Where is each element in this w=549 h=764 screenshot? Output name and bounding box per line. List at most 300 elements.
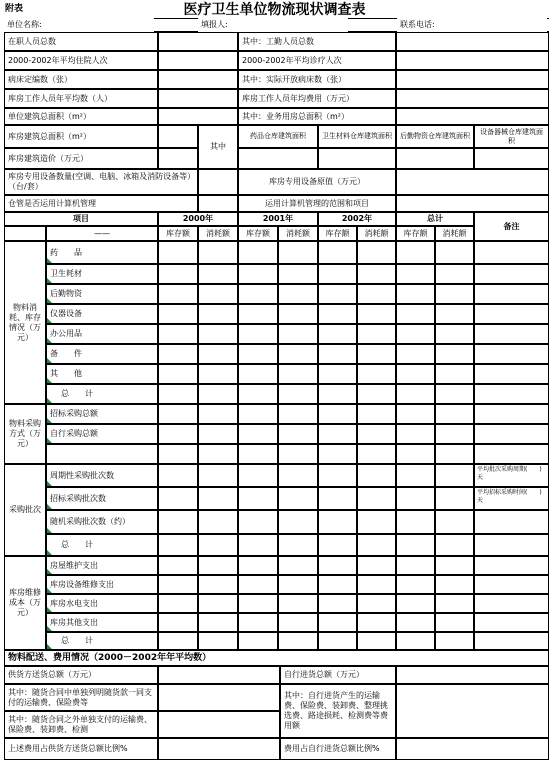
value-cell[interactable] [158,364,198,384]
wh-staff-avg-label: 库房工作人员年平均数（人） [4,89,158,108]
wh-logistics-label: 后勤物资仓库建筑面积 [396,125,474,148]
value-cell[interactable] [318,464,357,487]
value-cell[interactable] [278,613,318,632]
bld-area-label: 单位建筑总面积（m²） [4,108,158,125]
wh-drug-value[interactable] [238,148,318,169]
value-cell[interactable] [357,534,396,556]
note-cell[interactable]: 平均批次采购周期( ) 天 [474,464,549,487]
note-cell[interactable] [474,613,549,632]
value-cell[interactable] [198,384,238,404]
cell-marker [47,278,52,283]
staff-total-label: 在职人员总数 [4,32,158,51]
value-cell[interactable] [158,344,198,364]
self-ratio-label: 费用占自行进货总额比例% [280,738,396,760]
col-2000-header: 2000年 [158,212,238,226]
col-2002-header: 2002年 [318,212,396,226]
filler-label: 填报人: [198,18,348,32]
consumption-group-label: 物料消耗、库存情况（万元） [4,241,46,404]
table-corner [4,226,46,241]
value-cell[interactable] [318,364,357,384]
value-cell[interactable] [318,284,357,304]
value-cell[interactable] [435,632,474,650]
value-cell[interactable] [238,594,278,613]
value-cell[interactable] [198,404,238,424]
col-item-header: 项目 [4,212,158,226]
value-cell[interactable] [357,404,396,424]
cell-marker [47,398,52,403]
note-cell[interactable] [474,510,549,534]
value-cell[interactable] [278,304,318,324]
value-cell[interactable] [357,594,396,613]
value-cell[interactable] [357,284,396,304]
value-cell[interactable] [318,264,357,284]
value-cell[interactable] [318,613,357,632]
phone-label: 联系电话: [397,18,547,32]
value-cell[interactable] [435,534,474,556]
beds-open-value[interactable] [396,70,549,89]
value-cell[interactable] [318,487,357,510]
cell-marker [47,626,52,631]
value-cell[interactable] [158,613,198,632]
wh-devices-value-input[interactable] [396,169,549,195]
supply-outside-value[interactable] [158,711,280,738]
value-cell[interactable] [198,510,238,534]
wh-devices-label: 库房专用设备数量(空调、电脑、冰箱及消防设备等）（台/套） [4,169,198,195]
wh-material-label: 卫生材料仓库建筑面积 [318,125,396,148]
value-cell[interactable] [158,556,198,575]
value-cell[interactable] [278,464,318,487]
value-cell[interactable] [278,556,318,575]
value-cell[interactable] [238,487,278,510]
item-label: 周期性采购批次数 [46,464,158,487]
note-cell[interactable] [474,404,549,424]
cell-marker [47,588,52,593]
wh-equipment-value[interactable] [474,148,549,169]
value-cell[interactable] [318,424,357,444]
item-label: 库房设备维修支出 [46,575,158,594]
note-cell[interactable]: 平均招标采购时间( ) 天 [474,487,549,510]
value-cell[interactable] [357,510,396,534]
value-cell[interactable] [158,510,198,534]
value-cell[interactable] [278,241,318,264]
value-cell[interactable] [357,464,396,487]
self-ratio-value[interactable] [396,738,549,760]
value-cell[interactable] [396,324,435,344]
purchase-batch-group-label: 采购批次 [4,464,46,556]
value-cell[interactable] [396,304,435,324]
value-cell[interactable] [435,304,474,324]
sub-header-stock: 库存额 [158,226,198,241]
value-cell[interactable] [396,364,435,384]
wh-cost-value[interactable] [158,148,198,169]
value-cell[interactable] [435,264,474,284]
value-cell[interactable] [435,613,474,632]
value-cell[interactable] [357,324,396,344]
value-cell[interactable] [198,632,238,650]
value-cell[interactable] [396,594,435,613]
col-2001-header: 2001年 [238,212,318,226]
value-cell[interactable] [238,575,278,594]
note-cell[interactable] [474,444,549,464]
value-cell[interactable] [198,344,238,364]
value-cell[interactable] [357,556,396,575]
value-cell[interactable] [278,324,318,344]
value-cell[interactable] [396,556,435,575]
value-cell[interactable] [158,384,198,404]
wh-staff-avg-value[interactable] [158,89,238,108]
value-cell[interactable] [435,575,474,594]
wh-drug-label: 药品仓库建筑面积 [238,125,318,148]
bld-business-value[interactable] [396,108,549,125]
value-cell[interactable] [357,304,396,324]
beds-fixed-value[interactable] [158,70,238,89]
item-label: 招标采购批次数 [46,487,158,510]
sub-header-consume: 消耗额 [435,226,474,241]
wh-cost-label: 库房建筑造价（万元） [4,148,158,169]
item-label [46,444,158,464]
value-cell[interactable] [158,594,198,613]
wh-logistics-value[interactable] [396,148,474,169]
supply-total-value[interactable] [158,666,280,684]
value-cell[interactable] [278,424,318,444]
item-label: 备 件 [46,344,158,364]
wh-equipment-label: 设备器械仓库建筑面积 [474,125,549,148]
value-cell[interactable] [357,424,396,444]
wh-area-value[interactable] [158,125,198,148]
value-cell[interactable] [396,613,435,632]
value-cell[interactable] [396,464,435,487]
value-cell[interactable] [435,556,474,575]
wh-devices-value[interactable] [198,169,238,195]
supply-incl-label: 其中：随货合同中单独列明随货款一同支付的运输费、保险费等 [4,684,158,711]
supply-outside-label: 其中：随货合同之外单独支付的运输费、保险费、装卸费、检测 [4,711,158,738]
bld-business-label: 其中：业务用房总面积（m²） [238,108,396,125]
self-incl-value[interactable] [396,684,549,738]
note-cell[interactable] [474,534,549,556]
value-cell[interactable] [278,364,318,384]
value-cell[interactable] [357,632,396,650]
value-cell[interactable] [278,575,318,594]
value-cell[interactable] [158,241,198,264]
wh-computer-label: 仓管是否运用计算机管理 [4,195,198,212]
value-cell[interactable] [278,534,318,556]
value-cell[interactable] [278,404,318,424]
note-cell[interactable] [474,284,549,304]
cell-marker [47,481,52,486]
value-cell[interactable] [238,534,278,556]
value-cell[interactable] [435,444,474,464]
subtotal-label: 总 计 [46,534,158,556]
value-cell[interactable] [238,364,278,384]
item-label: 卫生耗材 [46,264,158,284]
value-cell[interactable] [158,575,198,594]
item-label: 后勤物资 [46,284,158,304]
cell-marker [47,378,52,383]
supply-incl-value[interactable] [158,684,280,711]
value-cell[interactable] [238,284,278,304]
value-cell[interactable] [238,510,278,534]
sub-header-consume: 消耗额 [357,226,396,241]
of-which-label: 其中 [198,125,238,169]
value-cell[interactable] [318,384,357,404]
value-cell[interactable] [278,264,318,284]
value-cell[interactable] [198,556,238,575]
value-cell[interactable] [435,241,474,264]
value-cell[interactable] [435,487,474,510]
subtotal-label: 总 计 [46,384,158,404]
purchase-mode-group-label: 物料采购方式（万元） [4,404,46,464]
value-cell[interactable] [158,444,198,464]
value-cell[interactable] [198,464,238,487]
value-cell[interactable] [396,632,435,650]
item-label: 药 品 [46,241,158,264]
value-cell[interactable] [396,510,435,534]
value-cell[interactable] [278,510,318,534]
item-label: 库房水电支出 [46,594,158,613]
sub-header-consume: 消耗额 [278,226,318,241]
appendix-tag: 附表 [2,2,42,18]
inpatients-label: 2000-2002年平均住院人次 [4,51,158,70]
value-cell[interactable] [158,324,198,344]
value-cell[interactable] [278,594,318,613]
sub-header-stock: 库存额 [238,226,278,241]
value-cell[interactable] [435,324,474,344]
item-label: 其 他 [46,364,158,384]
value-cell[interactable] [435,594,474,613]
value-cell[interactable] [158,632,198,650]
value-cell[interactable] [435,364,474,384]
item-label: 招标采购总额 [46,404,158,424]
value-cell[interactable] [357,575,396,594]
note-cell[interactable] [474,344,549,364]
value-cell[interactable] [238,424,278,444]
value-cell[interactable] [435,424,474,444]
note-cell[interactable] [474,264,549,284]
value-cell[interactable] [278,284,318,304]
value-cell[interactable] [198,364,238,384]
value-cell[interactable] [435,284,474,304]
cell-marker [47,644,52,649]
value-cell[interactable] [238,444,278,464]
inpatients-value[interactable] [158,51,238,70]
note-cell[interactable] [474,364,549,384]
note-cell[interactable] [474,241,549,264]
value-cell[interactable] [396,264,435,284]
value-cell[interactable] [318,556,357,575]
value-cell[interactable] [198,324,238,344]
value-cell[interactable] [198,575,238,594]
wh-computer-value[interactable] [198,195,238,212]
wh-devices-value-label: 库房专用设备原值（万元） [238,169,396,195]
note-cell[interactable] [474,594,549,613]
staff-worker-label: 其中：工勤人员总数 [238,32,396,51]
value-cell[interactable] [198,487,238,510]
self-incl-label: 其中：自行进货产生的运输费、保险费、装卸费、整理挑选费、路途损耗、检测费等费用额 [280,684,396,738]
value-cell[interactable] [435,404,474,424]
value-cell[interactable] [396,575,435,594]
value-cell[interactable] [198,444,238,464]
value-cell[interactable] [238,464,278,487]
value-cell[interactable] [198,304,238,324]
note-cell[interactable] [474,556,549,575]
note-cell[interactable] [474,384,549,404]
value-cell[interactable] [158,304,198,324]
cell-marker [47,318,52,323]
value-cell[interactable] [158,487,198,510]
value-cell[interactable] [396,384,435,404]
item-label: 办公用品 [46,324,158,344]
value-cell[interactable] [158,464,198,487]
value-cell[interactable] [318,444,357,464]
cell-marker [47,418,52,423]
value-cell[interactable] [396,284,435,304]
page-title: 医疗卫生单位物流现状调查表 [183,2,366,18]
value-cell[interactable] [198,594,238,613]
value-cell[interactable] [278,487,318,510]
note-cell[interactable] [474,324,549,344]
unit-name-label: 单位名称: [4,18,154,32]
item-label: 自行采购总额 [46,424,158,444]
wh-cost-avg-value[interactable] [396,89,549,108]
value-cell[interactable] [318,575,357,594]
value-cell[interactable] [238,384,278,404]
outpatients-label: 2000-2002年平均诊疗人次 [238,51,396,70]
value-cell[interactable] [396,444,435,464]
value-cell[interactable] [396,404,435,424]
value-cell[interactable] [396,424,435,444]
value-cell[interactable] [357,344,396,364]
note-cell[interactable] [474,632,549,650]
value-cell[interactable] [318,632,357,650]
self-total-label: 自行进货总额（万元） [280,666,396,684]
value-cell[interactable] [278,632,318,650]
value-cell[interactable] [357,264,396,284]
item-label: 仪器设备 [46,304,158,324]
item-label: 库房其他支出 [46,613,158,632]
cell-marker [47,258,52,263]
value-cell[interactable] [198,241,238,264]
sub-header-stock: 库存额 [318,226,357,241]
item-label: 房屋维护支出 [46,556,158,575]
value-cell[interactable] [435,344,474,364]
value-cell[interactable] [396,534,435,556]
value-cell[interactable] [238,404,278,424]
note-cell[interactable] [474,304,549,324]
wh-cost-avg-label: 库房工作人员年均费用（万元） [238,89,396,108]
cell-marker [47,569,52,574]
outpatients-value[interactable] [396,51,549,70]
wh-area-label: 库房建筑总面积（m²） [4,125,158,148]
dash-cell: —— [46,226,158,241]
supply-ratio-value[interactable] [158,738,280,760]
value-cell[interactable] [278,344,318,364]
value-cell[interactable] [198,534,238,556]
value-cell[interactable] [318,241,357,264]
value-cell[interactable] [357,241,396,264]
value-cell[interactable] [396,487,435,510]
distribution-title: 物料配送、费用情况（2000－2002年年平均数） [4,650,549,666]
cell-marker [47,338,52,343]
note-cell[interactable] [474,575,549,594]
value-cell[interactable] [318,594,357,613]
value-cell[interactable] [318,304,357,324]
maintenance-group-label: 库房维修成本（万元） [4,556,46,650]
supply-total-label: 供货方送货总额（万元） [4,666,158,684]
self-total-value[interactable] [396,666,549,684]
value-cell[interactable] [158,424,198,444]
value-cell[interactable] [238,264,278,284]
bld-area-value[interactable] [158,108,238,125]
value-cell[interactable] [198,424,238,444]
value-cell[interactable] [238,241,278,264]
value-cell[interactable] [238,344,278,364]
value-cell[interactable] [278,384,318,404]
value-cell[interactable] [198,613,238,632]
staff-total-value[interactable] [158,32,238,51]
value-cell[interactable] [318,510,357,534]
value-cell[interactable] [396,241,435,264]
value-cell[interactable] [435,510,474,534]
value-cell[interactable] [278,444,318,464]
item-label: 随机采购批次数（约） [46,510,158,534]
value-cell[interactable] [357,384,396,404]
sub-header-stock: 库存额 [396,226,435,241]
value-cell[interactable] [158,264,198,284]
value-cell[interactable] [198,284,238,304]
cell-marker [47,550,52,555]
cell-marker [47,298,52,303]
value-cell[interactable] [238,613,278,632]
value-cell[interactable] [357,613,396,632]
col-total-header: 总计 [396,212,474,226]
cell-marker [47,504,52,509]
staff-worker-value[interactable] [396,32,549,51]
value-cell[interactable] [357,487,396,510]
wh-computer-scope-label: 运用计算机管理的范围和项目 [238,195,396,212]
note-cell[interactable] [474,424,549,444]
value-cell[interactable] [318,344,357,364]
value-cell[interactable] [198,264,238,284]
value-cell[interactable] [318,404,357,424]
cell-marker [47,607,52,612]
value-cell[interactable] [238,304,278,324]
subtotal-label: 总 计 [46,632,158,650]
value-cell[interactable] [238,324,278,344]
beds-fixed-label: 病床定编数（张） [4,70,158,89]
value-cell[interactable] [318,324,357,344]
sub-header-consume: 消耗额 [198,226,238,241]
value-cell[interactable] [435,464,474,487]
cell-marker [47,438,52,443]
beds-open-label: 其中：实际开放病床数（张） [238,70,396,89]
value-cell[interactable] [357,364,396,384]
cell-marker [47,358,52,363]
value-cell[interactable] [435,384,474,404]
value-cell[interactable] [158,534,198,556]
supply-ratio-label: 上述费用占供货方送货总额比例% [4,738,158,760]
value-cell[interactable] [238,632,278,650]
value-cell[interactable] [158,284,198,304]
value-cell[interactable] [238,556,278,575]
value-cell[interactable] [357,444,396,464]
col-note-header: 备注 [474,212,549,241]
value-cell[interactable] [158,404,198,424]
wh-material-value[interactable] [318,148,396,169]
value-cell[interactable] [318,534,357,556]
value-cell[interactable] [396,344,435,364]
cell-marker [47,528,52,533]
wh-computer-scope-value[interactable] [396,195,549,212]
